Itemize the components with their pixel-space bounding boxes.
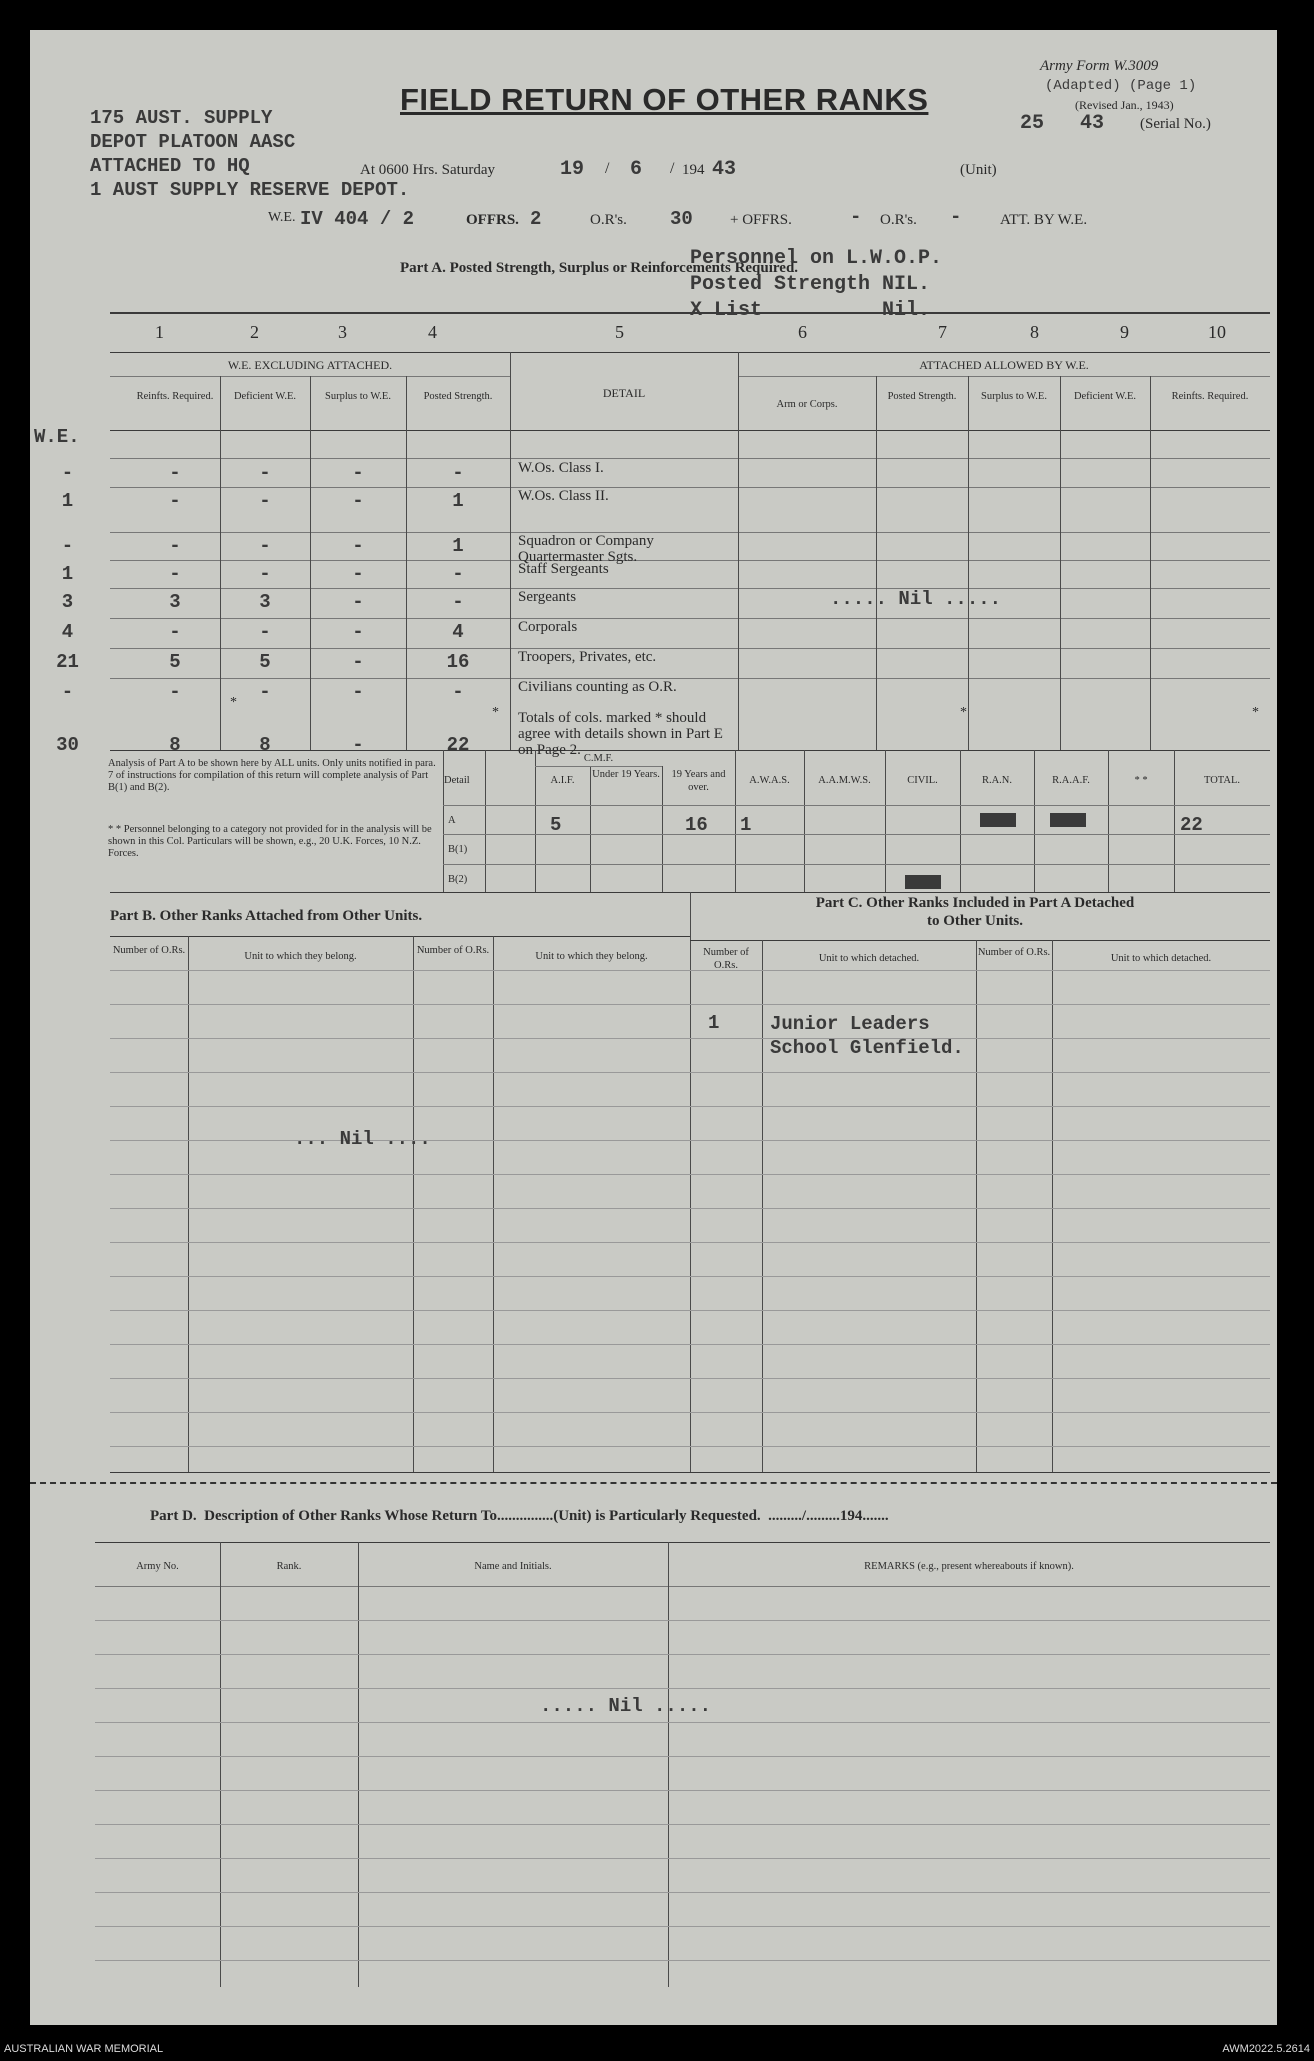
- row-c1-value: -: [169, 490, 181, 512]
- row-detail: Totals of cols. marked * should agree with details shown in Part E on Page 2.: [518, 710, 723, 758]
- row-c4-value: -: [452, 591, 464, 613]
- serial-day: 25: [1020, 112, 1045, 135]
- ruled-line: [95, 1858, 1270, 1859]
- right-group-header: ATTACHED ALLOWED BY W.E.: [919, 358, 1089, 372]
- analysis-note-1: Analysis of Part A to be shown here by ALL units. Only units notified in para. 7 of instructions for compilation of this return will complete analysis of Part B(1) and B(2).: [108, 758, 436, 793]
- star-mark: *: [1252, 705, 1259, 720]
- row-we-value: 4: [61, 621, 74, 643]
- footer-left: AUSTRALIAN WAR MEMORIAL: [4, 2043, 164, 2055]
- analysis-aif: 5: [550, 814, 562, 836]
- row-c3-value: -: [352, 734, 364, 756]
- left-group-header: W.E. EXCLUDING ATTACHED.: [227, 358, 393, 372]
- serial-label: (Serial No.): [1140, 116, 1211, 132]
- ruled-line: [110, 1344, 1270, 1345]
- row-c3-value: -: [352, 490, 364, 512]
- part-b-col: Unit to which they belong.: [535, 951, 648, 962]
- row-c2-value: -: [259, 563, 271, 585]
- row-we-value: 1: [61, 563, 74, 585]
- row-c1-value: 5: [169, 651, 181, 673]
- col-num: 8: [1030, 322, 1039, 342]
- part-d-col: Rank.: [276, 1561, 302, 1572]
- analysis-total: 22: [1180, 814, 1203, 836]
- row-c4-value: 1: [452, 535, 464, 557]
- column-numbers: [110, 322, 1270, 346]
- ruled-line: [110, 970, 1270, 971]
- part-c-col: Number of O.Rs.: [977, 947, 1051, 958]
- row-c2-value: -: [259, 490, 271, 512]
- row-c2-value: -: [259, 621, 271, 643]
- plus-offrs-label: + OFFRS.: [730, 212, 792, 228]
- row-we-value: 21: [56, 651, 79, 673]
- analysis-hdr: R.A.N.: [981, 775, 1013, 786]
- offrs-value: 2: [530, 208, 542, 230]
- unit-line: ATTACHED TO HQ: [90, 155, 250, 177]
- row-detail: W.Os. Class I.: [518, 460, 604, 476]
- offrs-label: OFFRS.: [466, 212, 519, 228]
- ruled-line: [95, 1926, 1270, 1927]
- row-c4-value: -: [452, 681, 464, 703]
- ruled-line: [110, 1174, 1270, 1175]
- or-value: -: [950, 206, 962, 228]
- analysis-hdr: A.W.A.S.: [749, 775, 790, 786]
- analysis-row-label: B(2): [448, 874, 468, 885]
- unit-line: 1 AUST SUPPLY RESERVE DEPOT.: [90, 179, 410, 201]
- row-c3-value: -: [352, 535, 364, 557]
- analysis-awas: 1: [740, 814, 752, 836]
- form-ref-2: (Adapted) (Page 1): [1045, 78, 1197, 94]
- part-d-title: Part D. Description of Other Ranks Whose Return To...............(Unit) is Particularly Requested. ........./.........194.......: [150, 1508, 889, 1524]
- detail-header: DETAIL: [602, 386, 646, 400]
- row-c4-value: -: [452, 563, 464, 585]
- ruled-line: [110, 1242, 1270, 1243]
- footer-right: AWM2022.5.2614: [1222, 2043, 1310, 2055]
- col-deficient: Deficient W.E.: [233, 391, 297, 402]
- row-c4-value: -: [452, 462, 464, 484]
- ors-label: O.R's.: [590, 212, 627, 228]
- or-label: O.R's.: [880, 212, 917, 228]
- year-suffix: 43: [712, 158, 737, 181]
- analysis-hdr: A.A.M.W.S.: [818, 775, 871, 786]
- row-detail: Staff Sergeants: [518, 561, 609, 577]
- analysis-hdr: 19 Years and over.: [671, 769, 726, 793]
- col-num: 9: [1120, 322, 1129, 342]
- part-b-col: Number of O.Rs.: [416, 945, 490, 956]
- analysis-hdr: R.A.A.F.: [1052, 775, 1090, 786]
- we-margin-label: W.E.: [34, 426, 80, 448]
- row-c3-value: -: [352, 681, 364, 703]
- row-c2-value: -: [259, 681, 271, 703]
- analysis-hdr: A.I.F.: [550, 775, 575, 786]
- part-b-title: Part B. Other Ranks Attached from Other Units.: [110, 908, 423, 924]
- analysis-hdr: CIVIL.: [907, 775, 938, 786]
- star-mark: *: [230, 695, 237, 710]
- col-num: 1: [155, 322, 164, 342]
- row-detail: Sergeants: [518, 589, 577, 605]
- col-num: 3: [338, 322, 347, 342]
- row-c1-value: -: [169, 563, 181, 585]
- part-a-title: Part A. Posted Strength, Surplus or Reinforcements Required.: [400, 260, 799, 276]
- form-page: Army Form W.3009 (Adapted) (Page 1) (Revised Jan., 1943) FIELD RETURN OF OTHER RANKS 25 43 (Serial No.) 175 AUST. SUPPLY DEPOT PLATOON AASC ATTACHED TO HQ 1 AUST SUPPLY RESERVE DEPOT. At 0600 Hrs. Saturday 19 / 6 / 194 43 (Unit) W.E. IV 404 / 2 OFFRS. 2 O.R's. 30 + OFFRS. - O.R's. - ATT. BY W.E. Part A. Posted Strength, Surplus or Reinforcements Required. Personnel on L.W.O.P. Posted Strength NIL. X List Nil. 1 2 3 4 5 6 7 8 9 10 W.E. EXCLUDING ATTACHED. ATTACHED ALLOWED BY W.E. Reinfts. Required. Deficient W.E. Surplus to W.E. Posted Strength. DETAIL Arm or Corps. Posted Strength. Surplus to W.E. Deficient W.E. Reinfts. Required. W.E. W.Os. Class I. - - - - - W.Os. Class II. 1 - - - 1 Squadron or Company Quartermaster Sgts. - - - - 1 Staff Sergeants 1 - - - - Sergeants 3 3 3 - - Corporals 4 - - - 4 Troopers, Privates, etc. 21 5 5 - 16 Civilians counting as O.R. - - - - - Totals of cols. marked * should agree with details shown in Part E on Page 2. 30 8 8 - 22 ..... Nil ..... * * * * Analysis of Part A to be shown here by ALL units. Only units notified in para. 7 of instructions for compilation of this return will complete analysis of Part B(1) and B(2). * * Personnel belonging to a category not provided for in the analysis will be shown in this Col. Particulars will be shown, e.g., 20 U.K. Forces, 10 N.Z. Forces. Detail A.I.F. C.M.F. Under 19 Years. 19 Years and over. A.W.A.S. A.A.M.W.S. CIVIL. R.A.N. R.A.A.F. * * TOTAL. A B(1) B(2) 5 16 1 22 Part B. Other Ranks Attached from Other Units. Part C. Other Ranks Included in Part A Detached to Other Units. Number of O.Rs. Unit to which they belong. Number of O.Rs. Unit to which they belong. Number of O.Rs. Unit to which detached. Number of O.Rs. Unit to which detached. 1 Junior Leaders School Glenfield. ... Nil .... Part D. Description of Other Ranks Whose Return To...............(Unit) is Particularly Requested. ........./.........194....... Army No. Rank. Name and Initials. REMARKS (e.g., present whereabouts if known). ..... Nil .....: [30, 30, 1277, 2025]
- ruled-line: [95, 1688, 1270, 1689]
- col-reinfts: Reinfts. Required.: [136, 391, 214, 402]
- we-label: W.E.: [268, 210, 296, 225]
- part-b-nil: ... Nil ....: [294, 1128, 431, 1150]
- ruled-line: [95, 1654, 1270, 1655]
- form-ref-3: (Revised Jan., 1943): [1075, 98, 1174, 112]
- row-c1-value: 8: [169, 734, 181, 756]
- row-c2-value: -: [259, 535, 271, 557]
- row-c2-value: 5: [259, 651, 271, 673]
- row-c3-value: -: [352, 563, 364, 585]
- star-mark: *: [492, 705, 499, 720]
- analysis-row-label: B(1): [448, 844, 468, 855]
- detached-unit-line: School Glenfield.: [770, 1037, 964, 1059]
- star-mark: *: [960, 705, 967, 720]
- analysis-hdr: TOTAL.: [1203, 775, 1240, 786]
- row-c4-value: 16: [446, 651, 470, 673]
- unit-label: (Unit): [960, 162, 997, 178]
- typed-note: Personnel on L.W.O.P.: [690, 247, 943, 270]
- col-posted: Posted Strength.: [423, 391, 493, 402]
- part-d-col: REMARKS (e.g., present whereabouts if known).: [864, 1561, 1074, 1572]
- row-we-value: 3: [61, 591, 74, 613]
- row-detail: W.Os. Class II.: [518, 488, 609, 504]
- row-detail: Civilians counting as O.R.: [518, 679, 677, 695]
- time-label: At 0600 Hrs. Saturday: [360, 162, 495, 178]
- typed-note: X List Nil.: [690, 299, 931, 322]
- ruled-line: [95, 1790, 1270, 1791]
- col-num: 7: [938, 322, 947, 342]
- blacked-out-mark: [1050, 813, 1086, 827]
- ruled-line: [110, 1310, 1270, 1311]
- part-b-col: Number of O.Rs.: [112, 945, 186, 956]
- ruled-line: [110, 1446, 1270, 1447]
- col-arm-corps: Arm or Corps.: [776, 399, 838, 410]
- col-num: 2: [250, 322, 259, 342]
- unit-block: [90, 106, 409, 202]
- ruled-line: [110, 1378, 1270, 1379]
- year-prefix: 194: [682, 162, 705, 178]
- ruled-line: [95, 1756, 1270, 1757]
- row-c2-value: -: [259, 462, 271, 484]
- plus-offrs-value: -: [850, 206, 862, 228]
- detached-unit: [770, 1012, 964, 1060]
- row-we-value: 30: [56, 734, 79, 756]
- part-c-col: Number of O.Rs.: [703, 947, 749, 971]
- form-ref-1: Army Form W.3009: [1040, 58, 1159, 74]
- date-day: 19: [560, 158, 585, 181]
- ruled-line: [110, 1412, 1270, 1413]
- col-num: 10: [1208, 322, 1226, 342]
- part-b-col: Unit to which they belong.: [244, 951, 357, 962]
- typed-note: Posted Strength NIL.: [690, 273, 931, 296]
- ruled-line: [110, 1140, 1270, 1141]
- ruled-line: [110, 1276, 1270, 1277]
- row-c1-value: -: [169, 535, 181, 557]
- detached-unit-line: Junior Leaders: [770, 1013, 930, 1035]
- row-c1-value: -: [169, 681, 181, 703]
- row-c3-value: -: [352, 621, 364, 643]
- col-num: 6: [798, 322, 807, 342]
- row-we-value: -: [61, 462, 74, 484]
- we-value: IV 404 / 2: [300, 208, 415, 230]
- row-we-value: -: [61, 535, 74, 557]
- part-c-title-line: to Other Units.: [927, 913, 1023, 929]
- analysis-detail-label: Detail: [444, 775, 470, 786]
- col-r-posted: Posted Strength.: [887, 391, 957, 402]
- row-c2-value: 8: [259, 734, 271, 756]
- analysis-hdr: C.M.F.: [583, 753, 614, 764]
- row-c3-value: -: [352, 462, 364, 484]
- serial-year: 43: [1080, 112, 1105, 135]
- ruled-line: [110, 1038, 1270, 1039]
- ruled-line: [110, 1208, 1270, 1209]
- part-c-col: Unit to which detached.: [1110, 953, 1212, 964]
- unit-line: DEPOT PLATOON AASC: [90, 131, 296, 153]
- row-detail: Corporals: [518, 619, 578, 635]
- row-c4-value: 22: [446, 734, 470, 756]
- unit-line: 175 AUST. SUPPLY: [90, 107, 273, 129]
- blacked-out-mark: [980, 813, 1016, 827]
- form-title: FIELD RETURN OF OTHER RANKS: [400, 82, 929, 117]
- part-d-nil: ..... Nil .....: [540, 1695, 712, 1717]
- analysis-note-2: * * Personnel belonging to a category not provided for in the analysis will be shown in this Col. Particulars will be shown, e.g., 20 U.K. Forces, 10 N.Z. Forces.: [108, 824, 432, 859]
- col-r-surplus: Surplus to W.E.: [981, 391, 1047, 402]
- ruled-line: [95, 1722, 1270, 1723]
- analysis-cmf-19: 16: [685, 814, 708, 836]
- row-c2-value: 3: [259, 591, 271, 613]
- analysis-row-label: A: [448, 815, 456, 826]
- row-we-value: 1: [61, 490, 74, 512]
- analysis-hdr: * *: [1134, 775, 1148, 786]
- row-c1-value: 3: [169, 591, 181, 613]
- ruled-line: [95, 1960, 1270, 1961]
- col-num: 5: [615, 322, 624, 342]
- col-num: 4: [428, 322, 437, 342]
- part-d-col: Name and Initials.: [474, 1561, 552, 1572]
- detached-number: 1: [708, 1012, 720, 1034]
- row-c1-value: -: [169, 462, 181, 484]
- ruled-line: [110, 1004, 1270, 1005]
- row-c4-value: 4: [452, 621, 464, 643]
- col-surplus: Surplus to W.E.: [325, 391, 391, 402]
- row-c3-value: -: [352, 651, 364, 673]
- row-detail: Squadron or Company Quartermaster Sgts.: [518, 533, 654, 565]
- ruled-line: [95, 1824, 1270, 1825]
- ruled-line: [110, 1106, 1270, 1107]
- part-c-title: [690, 894, 1260, 930]
- part-c-col: Unit to which detached.: [818, 953, 920, 964]
- blacked-out-mark: [905, 875, 941, 889]
- ruled-line: [110, 1072, 1270, 1073]
- row-detail: Troopers, Privates, etc.: [518, 649, 657, 665]
- col-r-deficient: Deficient W.E.: [1073, 391, 1137, 402]
- part-d-col: Army No.: [136, 1561, 179, 1572]
- row-c1-value: -: [169, 621, 181, 643]
- ruled-line: [95, 1892, 1270, 1893]
- row-c3-value: -: [352, 591, 364, 613]
- part-c-title-line: Part C. Other Ranks Included in Part A Detached: [815, 895, 1135, 911]
- date-month: 6: [630, 158, 643, 181]
- ors-value: 30: [670, 208, 693, 230]
- row-c4-value: 1: [452, 490, 464, 512]
- col-r-reinfts: Reinfts. Required.: [1171, 391, 1249, 402]
- attached-nil: ..... Nil .....: [830, 588, 1002, 610]
- analysis-hdr: Under 19 Years.: [592, 769, 660, 780]
- att-label: ATT. BY W.E.: [1000, 212, 1088, 228]
- row-we-value: -: [61, 681, 74, 703]
- ruled-line: [95, 1620, 1270, 1621]
